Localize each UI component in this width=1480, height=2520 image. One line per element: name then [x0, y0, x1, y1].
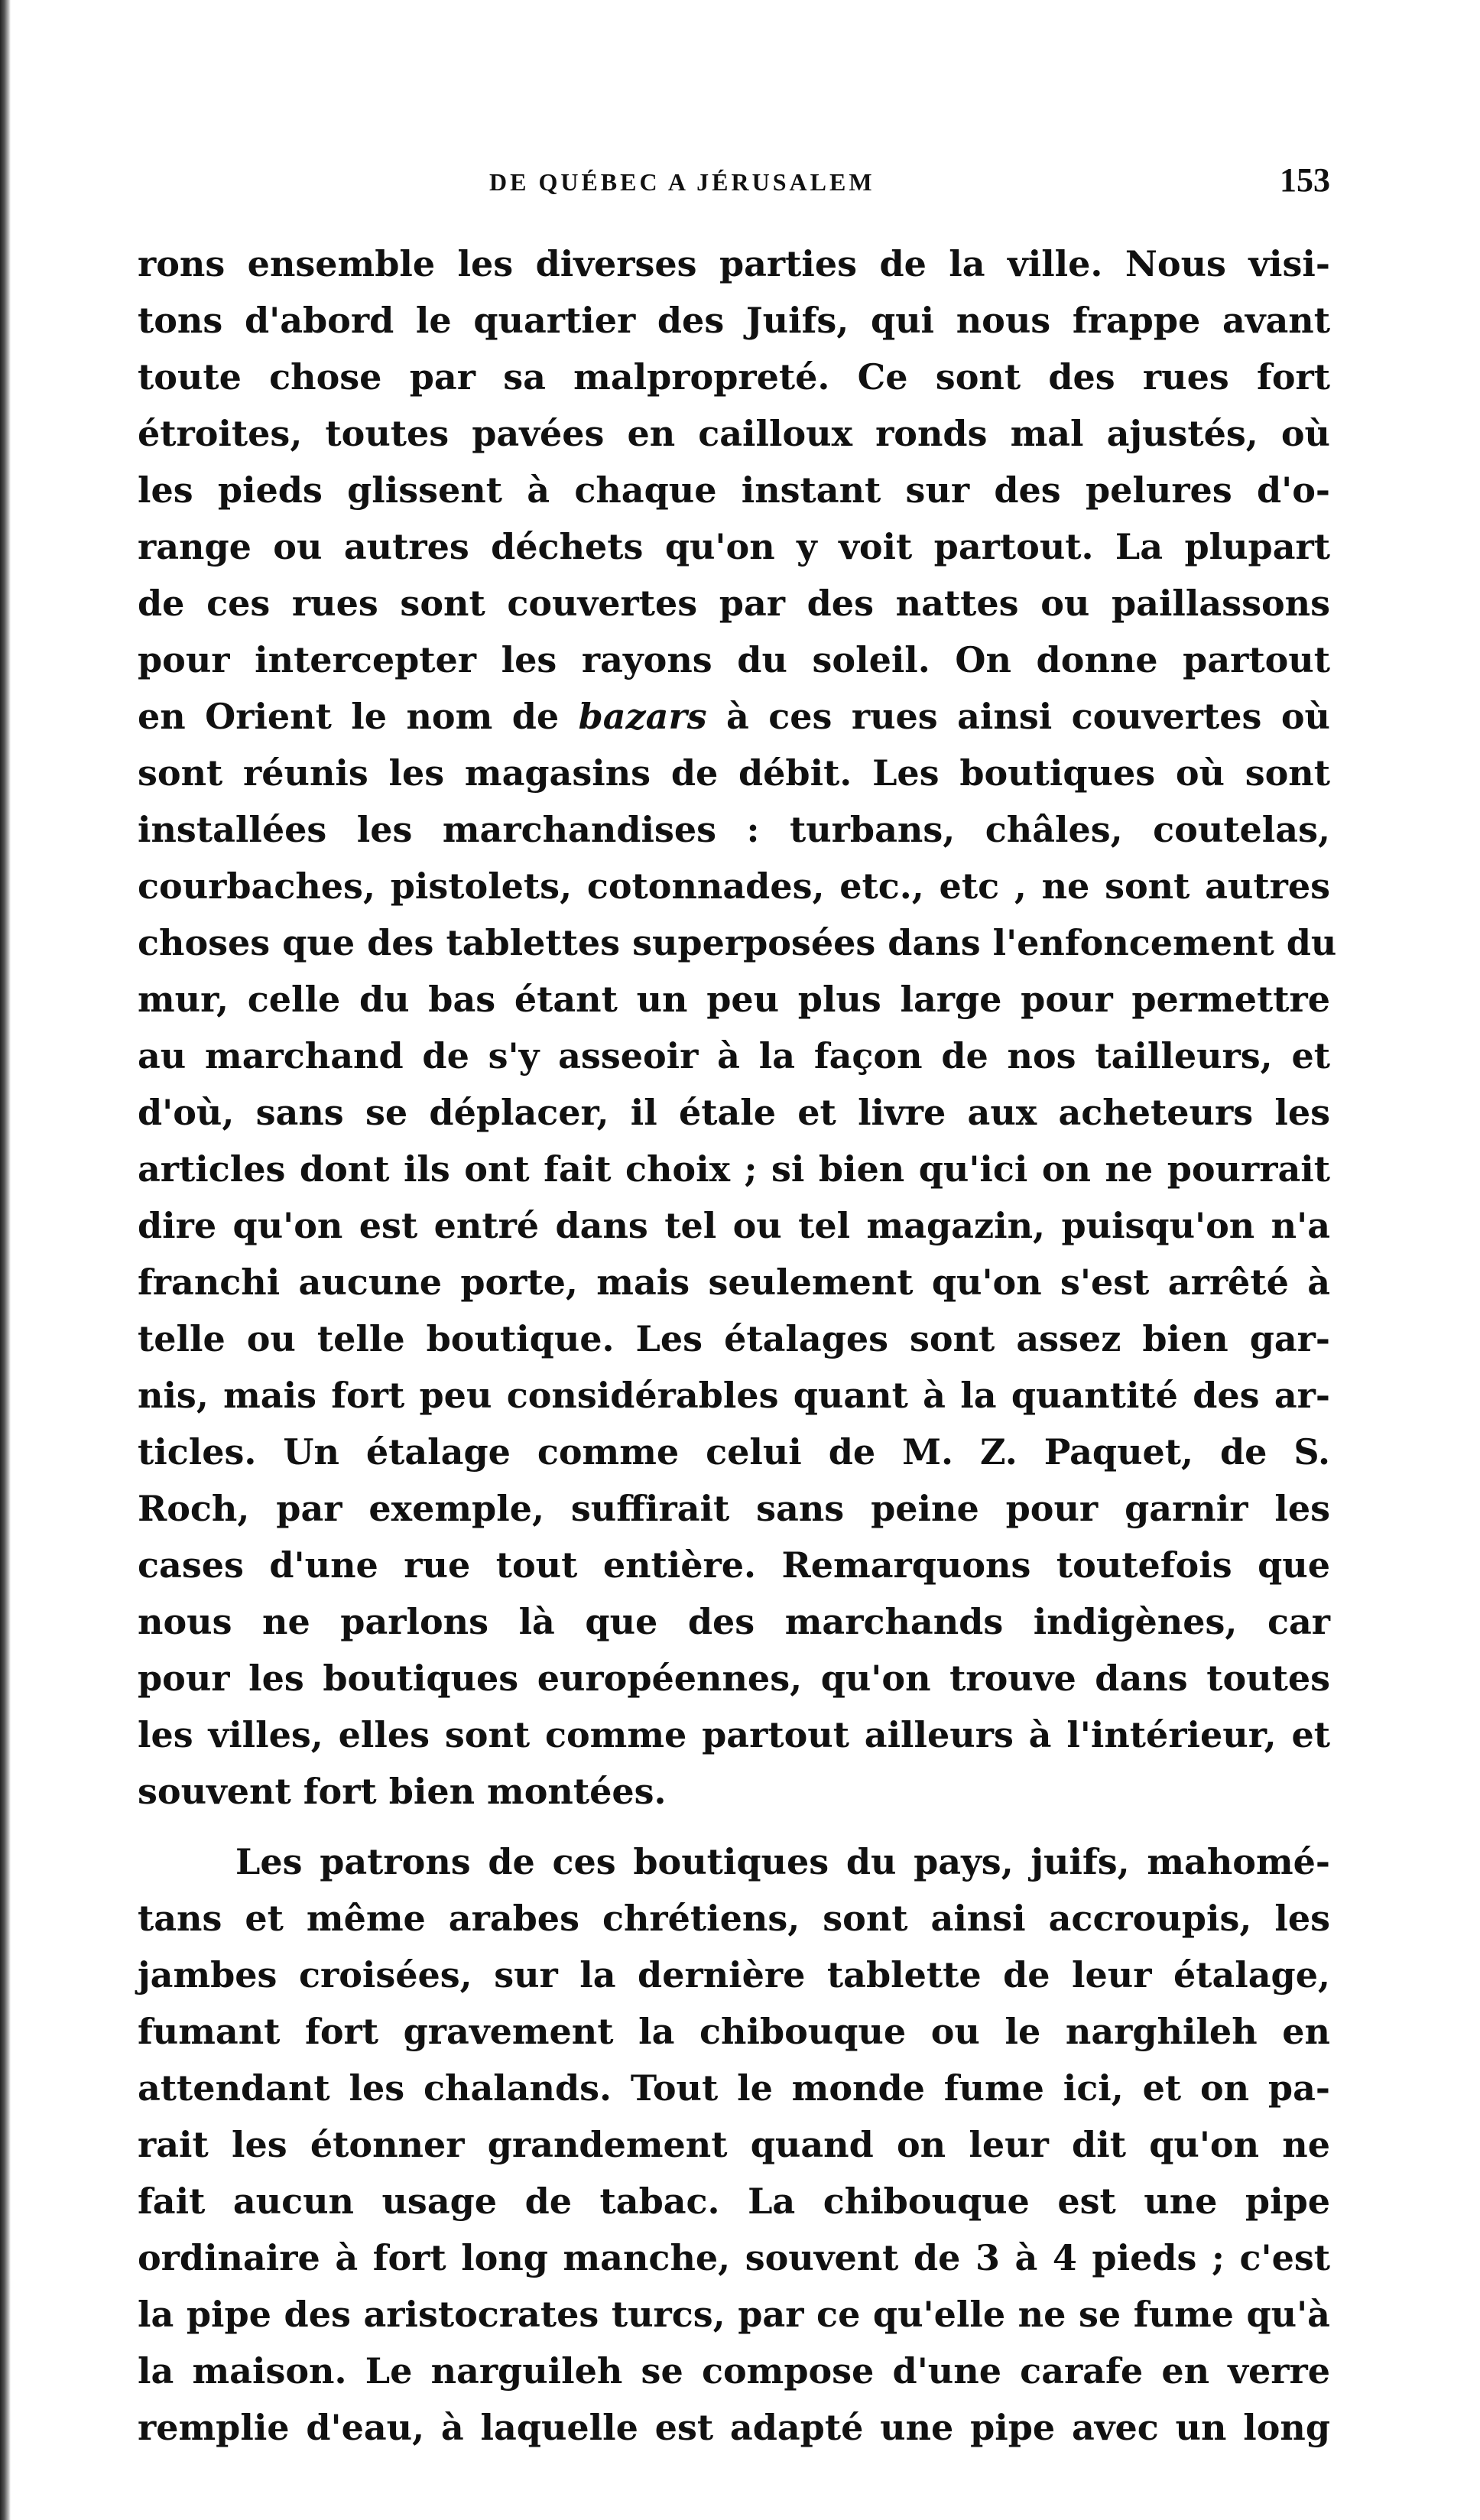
text-line: les villes, elles sont comme partout ailleurs à l'intérieur, et [138, 1714, 1330, 1755]
text-line: ticles. Un étalage comme celui de M. Z. Paquet, de S. [138, 1431, 1330, 1473]
text-line: attendant les chalands. Tout le monde fume ici, et on pa- [138, 2067, 1330, 2109]
text-line: nis, mais fort peu considérables quant à la quantité des ar- [138, 1375, 1330, 1416]
text-line: en Orient le nom de bazars à ces rues ainsi couvertes où [138, 696, 1330, 737]
book-page [138, 153, 1337, 2456]
text-line: installées les marchandises : turbans, châles, coutelas, [138, 809, 1330, 850]
text-line: mur, celle du bas étant un peu plus large pour permettre [138, 979, 1330, 1020]
text-line: de ces rues sont couvertes par des nattes ou paillassons [138, 583, 1330, 624]
text-line: range ou autres déchets qu'on y voit partout. La plupart [138, 526, 1330, 567]
text-line: cases d'une rue tout entière. Remarquons toutefois que [138, 1544, 1330, 1586]
text-line: rait les étonner grandement quand on leur dit qu'on ne [138, 2124, 1330, 2165]
paragraph-1 [138, 235, 1337, 1820]
text-line: articles dont ils ont fait choix ; si bien qu'ici on ne pourrait [138, 1148, 1330, 1190]
text-line: telle ou telle boutique. Les étalages sont assez bien gar- [138, 1318, 1330, 1359]
book-spine-shadow [0, 0, 11, 2520]
text-line: rons ensemble les diverses parties de la ville. Nous visi- [138, 243, 1330, 284]
text-line: nous ne parlons là que des marchands indigènes, car [138, 1601, 1330, 1642]
text-line: d'où, sans se déplacer, il étale et livre aux acheteurs les [138, 1092, 1330, 1133]
text-line: étroites, toutes pavées en cailloux ronds mal ajustés, où [138, 413, 1330, 454]
text-line: au marchand de s'y asseoir à la façon de nos tailleurs, et [138, 1035, 1330, 1077]
text-line: ordinaire à fort long manche, souvent de 3 à 4 pieds ; c'est [138, 2237, 1330, 2278]
text-line: tons d'abord le quartier des Juifs, qui nous frappe avant [138, 300, 1330, 341]
text-line: les pieds glissent à chaque instant sur des pelures d'o- [138, 469, 1330, 511]
paragraph-gap [138, 1820, 1330, 1833]
text-line: pour les boutiques européennes, qu'on trouve dans toutes [138, 1658, 1330, 1699]
text-line: fumant fort gravement la chibouque ou le narghileh en [138, 2011, 1330, 2052]
text-line: sont réunis les magasins de débit. Les boutiques où sont [138, 752, 1330, 794]
text-line: dire qu'on est entré dans tel ou tel magazin, puisqu'on n'a [138, 1205, 1330, 1246]
running-title: DE QUÉBEC A JÉRUSALEM [489, 168, 875, 196]
text-line: courbaches, pistolets, cotonnades, etc., etc , ne sont autres [138, 865, 1330, 907]
paragraph-2 [138, 1833, 1330, 2456]
text-line: toute chose par sa malpropreté. Ce sont des rues fort [138, 356, 1330, 398]
text-line: fait aucun usage de tabac. La chibouque est une pipe [138, 2181, 1330, 2222]
text-line: remplie d'eau, à laquelle est adapté une pipe avec un long [138, 2407, 1330, 2448]
text-line: Roch, par exemple, suffirait sans peine pour garnir les [138, 1488, 1330, 1529]
italic-word: bazars [578, 696, 707, 737]
text-line: choses que des tablettes superposées dans l'enfoncement du [138, 922, 1337, 963]
text-line: franchi aucune porte, mais seulement qu'on s'est arrêté à [138, 1262, 1330, 1303]
text-line: tans et même arabes chrétiens, sont ainsi accroupis, les [138, 1898, 1330, 1939]
body-text [138, 235, 1337, 2456]
text-line: la maison. Le narguileh se compose d'une carafe en verre [138, 2350, 1330, 2392]
text-line: pour intercepter les rayons du soleil. On donne partout [138, 639, 1330, 680]
text-line: souvent fort bien montées. [138, 1771, 667, 1812]
text-line: Les patrons de ces boutiques du pays, juifs, mahomé- [235, 1841, 1330, 1882]
text-line: jambes croisées, sur la dernière tablette de leur étalage, [138, 1954, 1330, 1996]
running-header [138, 153, 1330, 214]
page-number: 153 [1280, 161, 1330, 199]
text-line: la pipe des aristocrates turcs, par ce qu'elle ne se fume qu'à [138, 2294, 1330, 2335]
